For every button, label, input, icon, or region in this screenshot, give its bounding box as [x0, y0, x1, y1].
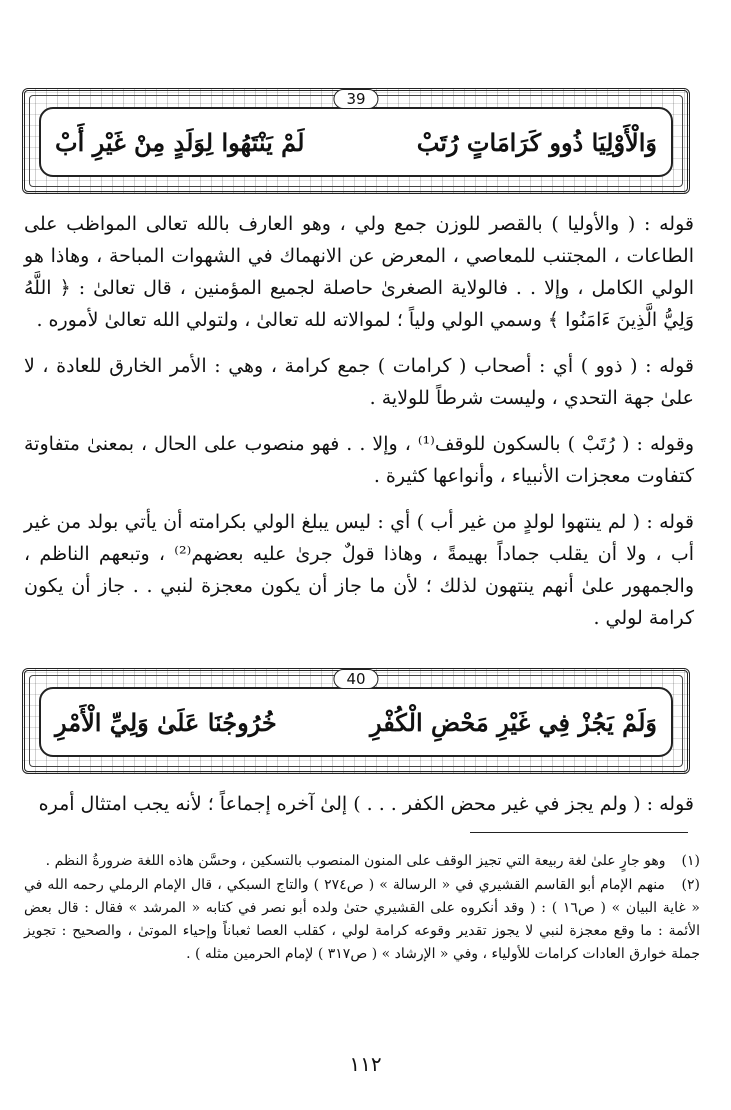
footnote-separator: [470, 832, 688, 833]
verse-frame-39: [22, 88, 690, 194]
verse-hemistich-left: لَمْ يَنْتَهُوا لِوَلَدٍ مِنْ غَيْرِ أَبْ: [55, 127, 305, 157]
footnote-text: وهو جارٍ علىٰ لغة ربيعة التي تجيز الوقف على المنون المنصوب بالتسكين ، وحسَّن هاذه اللغة ضرورةُ النظم .: [45, 853, 666, 869]
footnote: [24, 874, 700, 966]
commentary-paragraph: وقوله : ( رُتَبْ ) بالسكون للوقف⁽¹⁾ ، وإلا . . فهو منصوب على الحال ، بمعنىٰ متفاوتة كتفاوت معجزات الأنبياء ، وأنواعها كثيرة .: [24, 433, 695, 487]
verse-number: 39: [333, 89, 378, 109]
verse-box: [39, 107, 673, 177]
verse-frame-40: [22, 668, 690, 774]
verse-number: 40: [333, 669, 378, 689]
commentary-paragraph: قوله : ( ذوو ) أي : أصحاب ( كرامات ) جمع كرامة ، وهي : الأمر الخارق للعادة ، لا علىٰ جهة التحدي ، وليست شرطاً للولاية .: [24, 355, 694, 409]
footnote-text: منهم الإمام أبو القاسم القشيري في « الرسالة » ( ص٢٧٤ ) والتاج السبكي ، قال الإمام الرملي رحمه الله في « غاية البيان » ( ص١٦ ) : ( وقد أنكروه على القشيري حتىٰ ولده أبو نصر في كتابه « المرشد » فقال : قال بعض الأئمة : ما وقع معجزة لنبي لا يجوز تقدير وقوعه كرامة لولي ، كقلب العصا ثعباناً وإحياء الموتىٰ ، والصحيح : تجويز جملة خوارق العادات كرامات للأولياء ، وفي « الإرشاد » ( ص٣١٧ ) لإمام الحرمين مثله ) .: [24, 877, 700, 962]
verse-hemistich-left: خُرُوجُنَا عَلَىٰ وَلِيِّ الْأَمْرِ: [55, 707, 277, 737]
commentary-paragraph: قوله : ( ولم يجز في غير محض الكفر . . . ) إلىٰ آخره إجماعاً ؛ لأنه يجب امتثال أمره: [38, 793, 694, 815]
verse-hemistich-right: وَلَمْ يَجُزْ فِي غَيْرِ مَحْضِ الْكُفْرِ: [370, 707, 657, 737]
footnote: [24, 850, 700, 873]
verse-hemistich-right: وَالْأَوْلِيَا ذُوو كَرَامَاتٍ رُتَبْ: [416, 127, 657, 157]
verse-box: [39, 687, 673, 757]
commentary-paragraph: قوله : ( لم ينتهوا لولدٍ من غير أب ) أي : ليس يبلغ الولي بكرامته أن يأتي بولد من غير أب ، ولا أن يقلب جماداً بهيمةً ، وهاذا قولٌ جرىٰ عليه بعضهم⁽²⁾ ، وتبعهم الناظم ، والجمهور علىٰ أنهم ينتهون لذلك ؛ لأن ما جاز أن يكون معجزة لنبي . . جاز أن يكون كرامة لولي .: [24, 511, 694, 629]
page-number: ١١٢: [349, 1052, 382, 1076]
footnote-number: (٢): [681, 877, 700, 893]
footnote-number: (١): [681, 853, 700, 869]
commentary-paragraph: قوله : ( والأوليا ) بالقصر للوزن جمع ولي ، وهو العارف بالله تعالى المواظب على الطاعات ، المجتنب للمعاصي ، المعرض عن الانهماك في الشهوات المباحة ، وهاذا هو الولي الكامل ، وإلا . . فالولاية الصغرىٰ حاصلة لجميع المؤمنين ، قال تعالىٰ : ﴿ اللَّهُ وَلِيُّ الَّذِينَ ءَامَنُوا ﴾ وسمي الولي ولياً ؛ لموالاته لله تعالىٰ ، ولتولي الله تعالىٰ لأموره .: [24, 213, 694, 331]
